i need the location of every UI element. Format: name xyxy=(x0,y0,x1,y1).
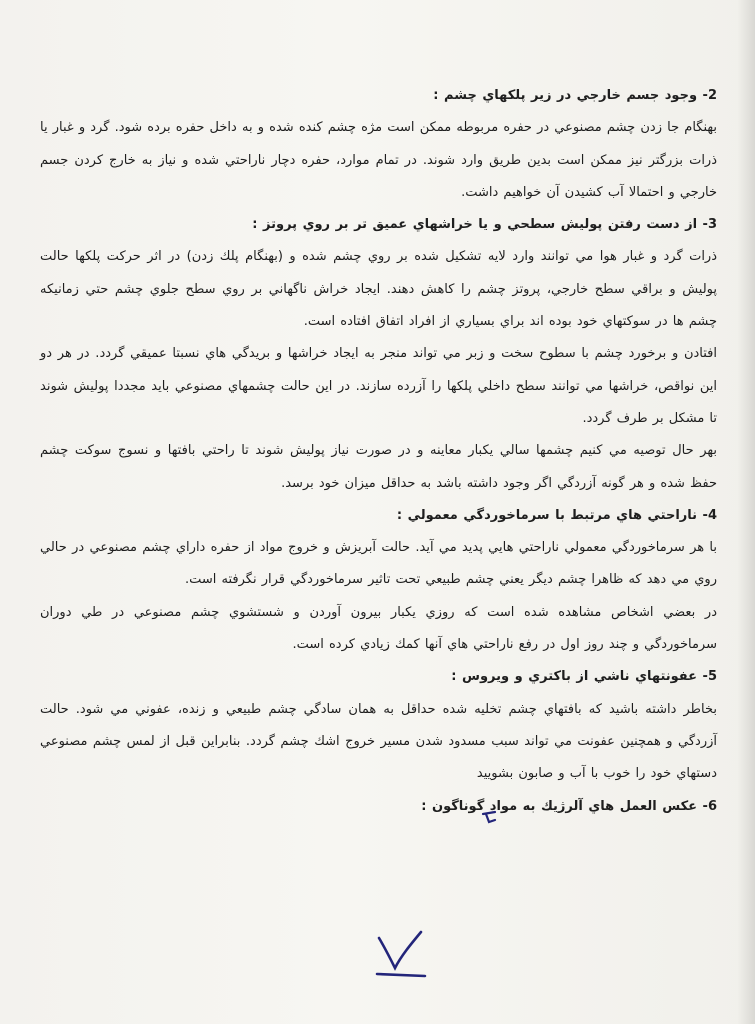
document-body xyxy=(40,80,717,823)
section-5-heading: 5- عفونتهاي ناشي از باكتري و ويروس : xyxy=(451,669,717,685)
pen-mark-icon xyxy=(480,808,502,828)
section-3-paragraph-3: بهر حال توصيه مي كنيم چشمها سالي يكبار معاينه و در صورت نياز پوليش شوند تا راحتي بافتها و نسوج سوكت چشم حفظ شده و هر گونه آزردگي اگر وجود داشته باشد به حداقل ميزان خود برسد. xyxy=(40,443,717,491)
section-2-paragraph: بهنگام جا زدن چشم مصنوعي در حفره مربوطه ممكن است مژه چشم كنده شده و به داخل حفره برده شود. گرد و غبار يا ذرات بزرگتر نيز ممكن است بدين طريق وارد شوند. در تمام موارد، حفره دچار ناراحتي شده و نياز به خارج كردن جسم خارجي و احتمالا آب كشيدن آن خواهيم داشت. xyxy=(40,120,717,200)
page-number-value: 7 xyxy=(365,930,366,931)
section-4-paragraph-1: با هر سرماخوردگي معمولي ناراحتي هايي پديد مي آيد. حالت آبريزش و خروج مواد از حفره داراي چشم مصنوعي در حالي روي مي دهد كه ظاهرا چشم ديگر يعني چشم طبيعي تحت تاثير سرماخوردگي قرار نگرفته است. xyxy=(40,540,717,588)
section-3-paragraph-1: ذرات گرد و غبار هوا مي توانند وارد لايه تشكيل شده بر روي چشم شده و (بهنگام پلك زدن) در اثر حركت پلكها حالت پوليش و براقي سطح خارجي، پروتز چشم را كاهش دهند. ايجاد خراش ناگهاني بر روي سطح جلوي چشم حتي زمانيكه چشم ها در سوكتهاي خود بوده اند براي بسياري از افراد اتفاق افتاده است. xyxy=(40,249,717,330)
section-5-paragraph: بخاطر داشته باشيد كه بافتهاي چشم تخليه شده حداقل به همان سادگي چشم طبيعي و زنده، عفوني مي شود. حالت آزردگي و همچنين عفونت مي تواند سبب مسدود شدن مسير خروج اشك چشم گردد. بنابراين قبل از لمس چشم مصنوعي دستهاي خود را خوب با آب و صابون بشوييد xyxy=(40,701,717,782)
handwritten-page-number xyxy=(365,930,435,980)
section-6-heading: 6- عكس العمل هاي آلرژيك به مواد گوناگون : xyxy=(421,798,717,814)
section-3-paragraph-2: افتادن و برخورد چشم با سطوح سخت و زبر مي تواند منجر به ايجاد خراشها و بريدگي هاي نسبتا عميقي گردد. در هر دو اين نواقص، خراشها مي توانند سطح داخلي پلكها را آزرده سازند. در اين حالت چشمهاي مصنوعي بايد مجددا پوليش شوند تا مشكل بر طرف گردد. xyxy=(40,346,717,426)
section-4-heading: 4- ناراحتي هاي مرتبط با سرماخوردگي معمولي : xyxy=(396,507,717,523)
section-3-heading: 3- از دست رفتن پوليش سطحي و يا خراشهاي عميق تر بر روي پروتز : xyxy=(252,217,717,233)
section-4-paragraph-2: در بعضي اشخاص مشاهده شده است كه روزي يكبار بيرون آوردن و شستشوي چشم مصنوعي در طي دوران سرماخوردگي و چند روز اول در رفع ناراحتي هاي آنها كمك زيادي كرده است. xyxy=(40,604,717,653)
section-2-heading: 2- وجود جسم خارجي در زير پلكهاي چشم : xyxy=(433,88,717,103)
page-edge-shadow xyxy=(737,0,755,1024)
